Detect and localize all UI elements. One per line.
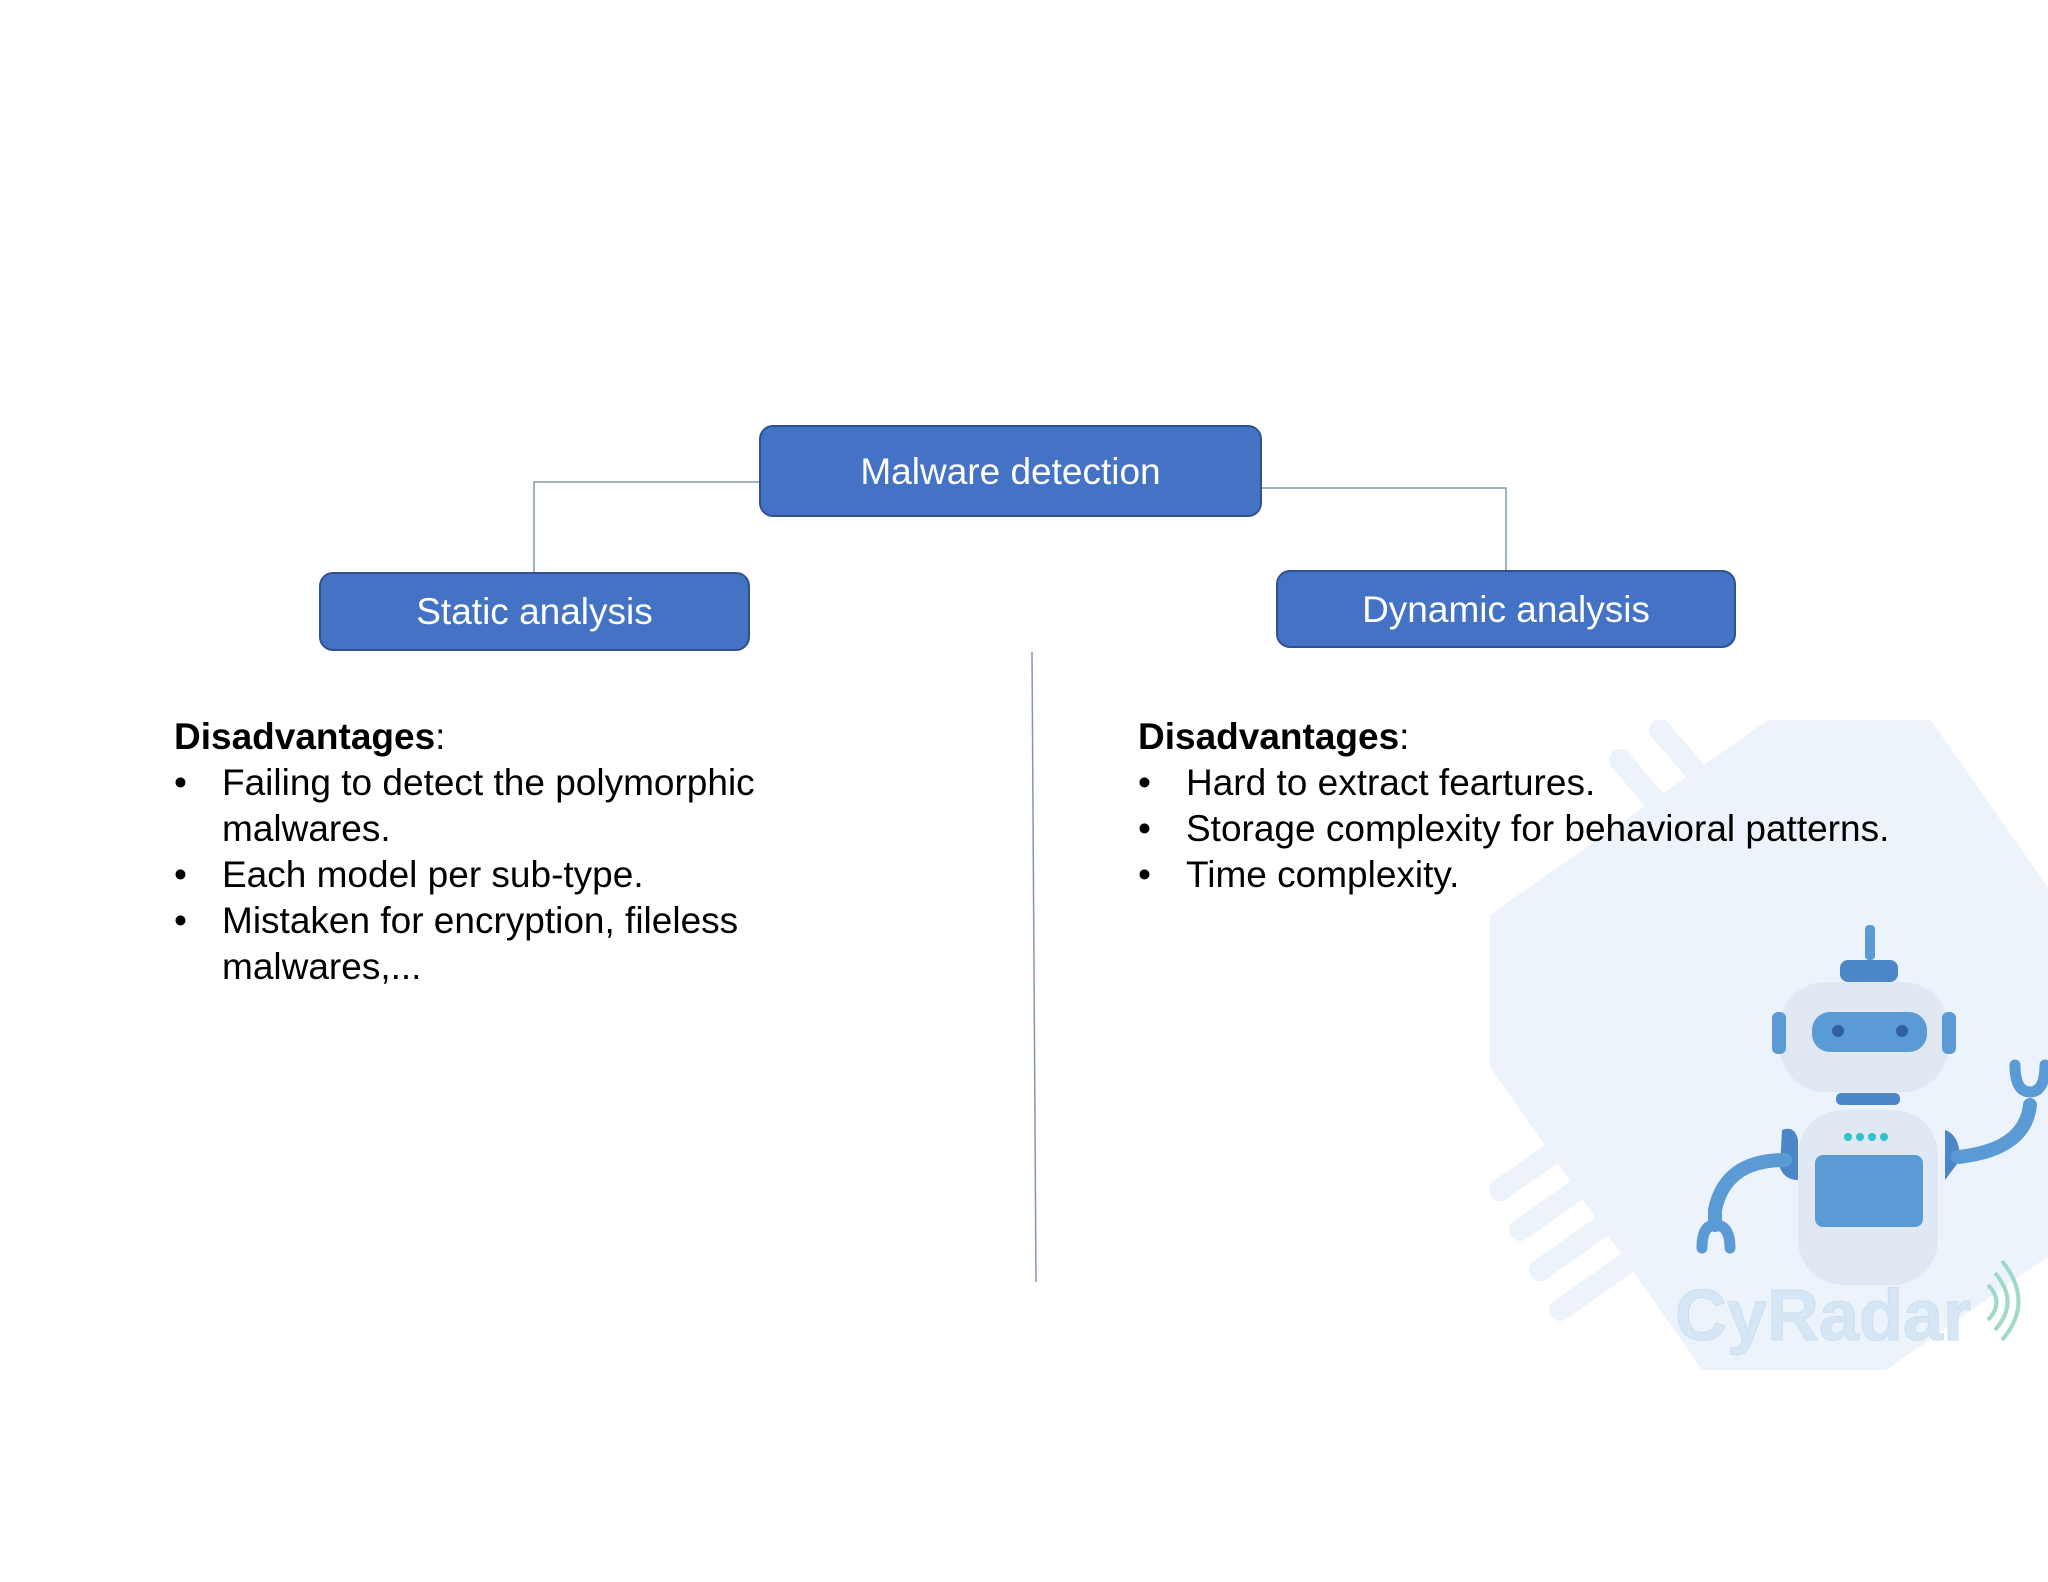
connector-root-to-static <box>534 482 759 572</box>
node-malware-detection-label: Malware detection <box>860 450 1161 492</box>
list-item: • Time complexity. <box>1138 854 1460 895</box>
list-item: • Hard to extract feartures. <box>1138 762 1596 803</box>
list-item: • Mistaken for encryption, fileless malwares,... <box>174 900 739 987</box>
dynamic-disadvantages-panel <box>1138 714 2038 898</box>
list-item: • Each model per sub-type. <box>174 854 644 895</box>
node-dynamic-analysis <box>1276 570 1736 648</box>
static-disadvantages-heading: Disadvantages: <box>174 716 446 757</box>
node-malware-detection <box>759 425 1262 517</box>
static-disadvantages-panel <box>174 714 854 990</box>
node-static-analysis-label: Static analysis <box>416 591 653 632</box>
list-item: • Failing to detect the polymorphic malwares. <box>174 762 755 849</box>
dynamic-disadvantages-heading: Disadvantages: <box>1138 716 1410 757</box>
dynamic-disadvantages-list <box>1138 760 2038 898</box>
node-static-analysis <box>319 572 750 651</box>
node-dynamic-analysis-label: Dynamic analysis <box>1362 588 1650 630</box>
watermark-brand: CyRadar <box>1675 1276 1972 1356</box>
column-divider <box>1032 652 1036 1282</box>
connector-root-to-dynamic <box>1262 488 1506 570</box>
static-disadvantages-list <box>174 760 854 990</box>
list-item: • Storage complexity for behavioral patterns. <box>1138 808 1890 849</box>
